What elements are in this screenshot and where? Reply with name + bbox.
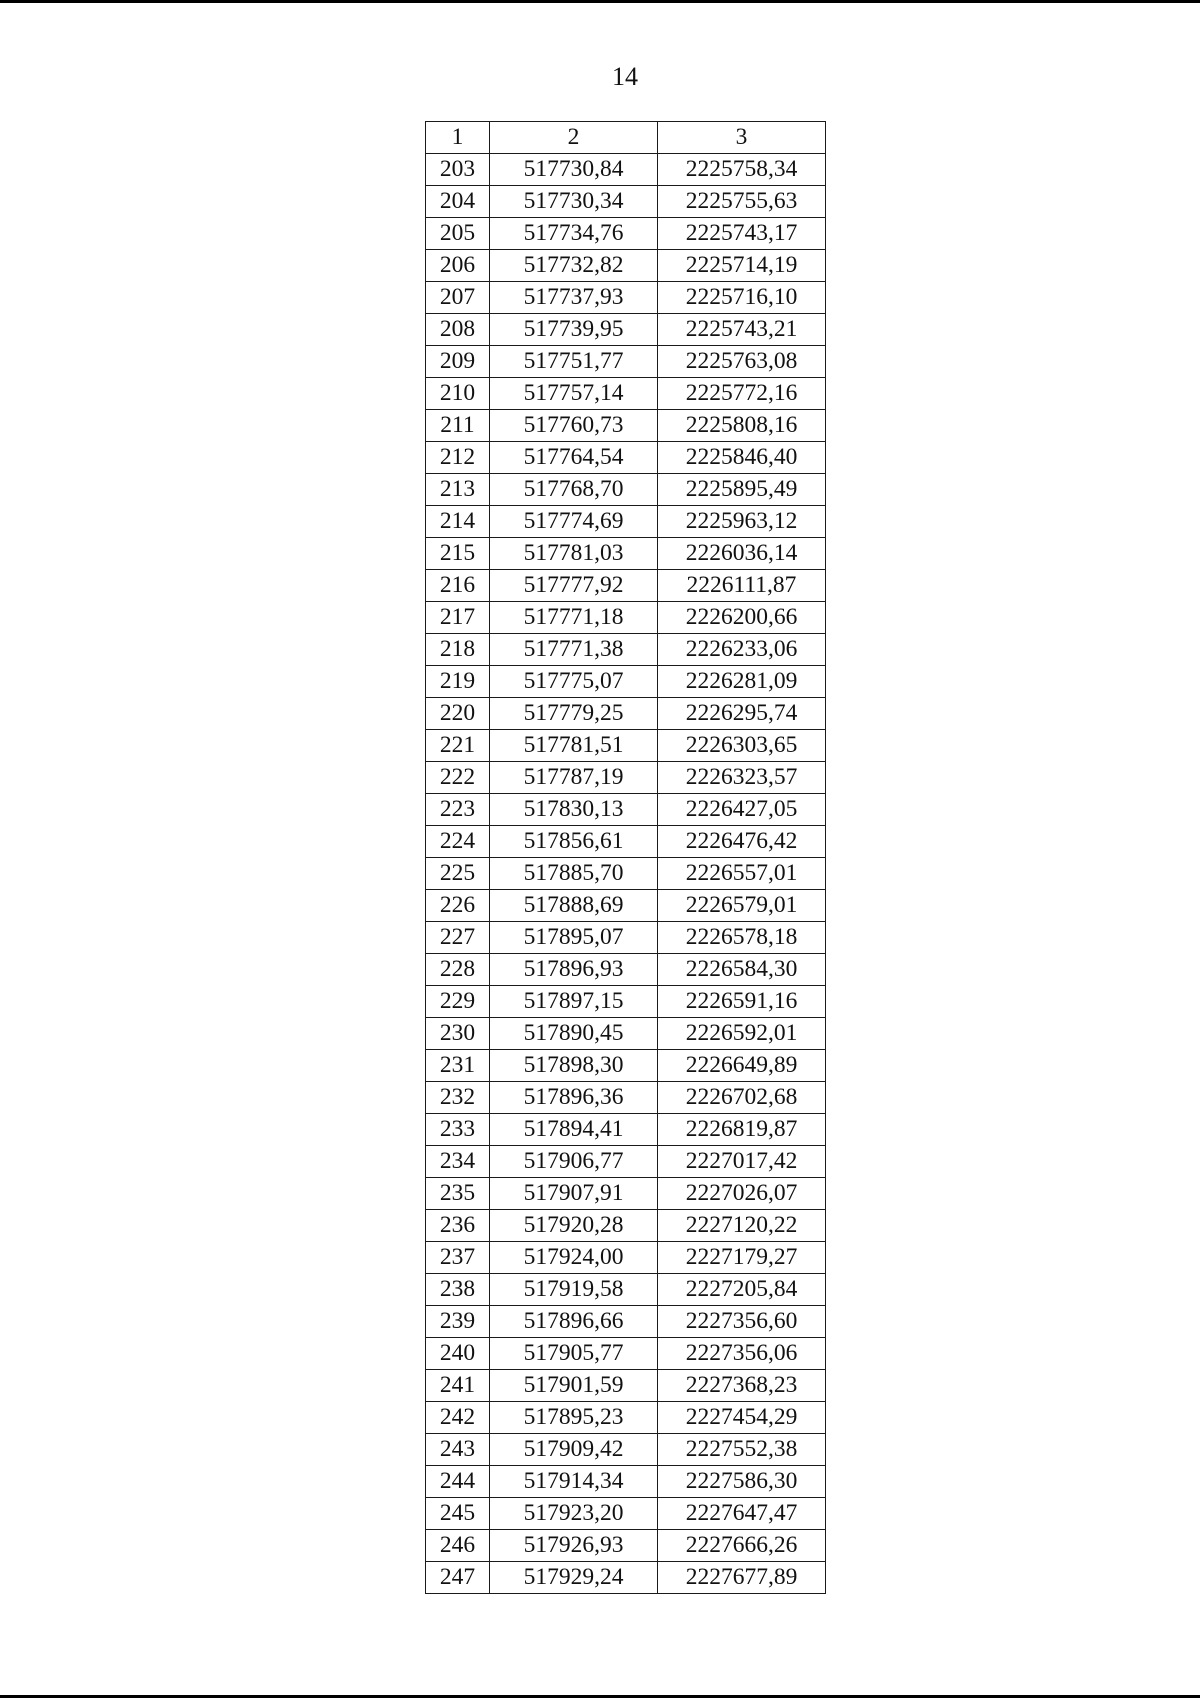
point-number-cell: 233 [426, 1114, 490, 1146]
x-coordinate-cell: 517901,59 [490, 1370, 658, 1402]
y-coordinate-cell: 2225755,63 [658, 186, 826, 218]
x-coordinate-cell: 517760,73 [490, 410, 658, 442]
y-coordinate-cell: 2226584,30 [658, 954, 826, 986]
y-coordinate-cell: 2225895,49 [658, 474, 826, 506]
table-row [426, 922, 826, 954]
x-coordinate-cell: 517730,84 [490, 154, 658, 186]
table-row [426, 1434, 826, 1466]
y-coordinate-cell: 2227552,38 [658, 1434, 826, 1466]
x-coordinate-cell: 517920,28 [490, 1210, 658, 1242]
y-coordinate-cell: 2225763,08 [658, 346, 826, 378]
point-number-cell: 221 [426, 730, 490, 762]
point-number-cell: 229 [426, 986, 490, 1018]
y-coordinate-cell: 2226323,57 [658, 762, 826, 794]
x-coordinate-cell: 517890,45 [490, 1018, 658, 1050]
point-number-cell: 222 [426, 762, 490, 794]
table-row [426, 1402, 826, 1434]
x-coordinate-cell: 517896,66 [490, 1306, 658, 1338]
point-number-cell: 205 [426, 218, 490, 250]
y-coordinate-cell: 2226819,87 [658, 1114, 826, 1146]
point-number-cell: 210 [426, 378, 490, 410]
point-number-cell: 226 [426, 890, 490, 922]
y-coordinate-cell: 2225772,16 [658, 378, 826, 410]
point-number-cell: 228 [426, 954, 490, 986]
point-number-cell: 238 [426, 1274, 490, 1306]
column-header-3: 3 [658, 122, 826, 154]
y-coordinate-cell: 2226303,65 [658, 730, 826, 762]
x-coordinate-cell: 517896,36 [490, 1082, 658, 1114]
y-coordinate-cell: 2226476,42 [658, 826, 826, 858]
table-row [426, 250, 826, 282]
x-coordinate-cell: 517914,34 [490, 1466, 658, 1498]
x-coordinate-cell: 517757,14 [490, 378, 658, 410]
y-coordinate-cell: 2227179,27 [658, 1242, 826, 1274]
table-row [426, 1274, 826, 1306]
y-coordinate-cell: 2227677,89 [658, 1562, 826, 1594]
x-coordinate-cell: 517897,15 [490, 986, 658, 1018]
table-row [426, 1082, 826, 1114]
y-coordinate-cell: 2225808,16 [658, 410, 826, 442]
y-coordinate-cell: 2227454,29 [658, 1402, 826, 1434]
x-coordinate-cell: 517781,51 [490, 730, 658, 762]
y-coordinate-cell: 2227356,60 [658, 1306, 826, 1338]
point-number-cell: 224 [426, 826, 490, 858]
y-coordinate-cell: 2227205,84 [658, 1274, 826, 1306]
point-number-cell: 227 [426, 922, 490, 954]
point-number-cell: 231 [426, 1050, 490, 1082]
coordinates-table [425, 121, 826, 1594]
table-row [426, 1562, 826, 1594]
x-coordinate-cell: 517768,70 [490, 474, 658, 506]
point-number-cell: 215 [426, 538, 490, 570]
y-coordinate-cell: 2226295,74 [658, 698, 826, 730]
x-coordinate-cell: 517771,18 [490, 602, 658, 634]
table-row [426, 794, 826, 826]
y-coordinate-cell: 2226649,89 [658, 1050, 826, 1082]
point-number-cell: 239 [426, 1306, 490, 1338]
x-coordinate-cell: 517830,13 [490, 794, 658, 826]
x-coordinate-cell: 517885,70 [490, 858, 658, 890]
table-row [426, 1530, 826, 1562]
x-coordinate-cell: 517779,25 [490, 698, 658, 730]
table-row [426, 826, 826, 858]
x-coordinate-cell: 517896,93 [490, 954, 658, 986]
y-coordinate-cell: 2226036,14 [658, 538, 826, 570]
point-number-cell: 246 [426, 1530, 490, 1562]
y-coordinate-cell: 2227586,30 [658, 1466, 826, 1498]
x-coordinate-cell: 517906,77 [490, 1146, 658, 1178]
y-coordinate-cell: 2226592,01 [658, 1018, 826, 1050]
point-number-cell: 234 [426, 1146, 490, 1178]
x-coordinate-cell: 517737,93 [490, 282, 658, 314]
x-coordinate-cell: 517898,30 [490, 1050, 658, 1082]
table-row [426, 1466, 826, 1498]
y-coordinate-cell: 2227356,06 [658, 1338, 826, 1370]
x-coordinate-cell: 517777,92 [490, 570, 658, 602]
table-row [426, 1050, 826, 1082]
point-number-cell: 225 [426, 858, 490, 890]
point-number-cell: 214 [426, 506, 490, 538]
point-number-cell: 241 [426, 1370, 490, 1402]
y-coordinate-cell: 2227026,07 [658, 1178, 826, 1210]
point-number-cell: 212 [426, 442, 490, 474]
table-row [426, 1018, 826, 1050]
table-row [426, 762, 826, 794]
point-number-cell: 223 [426, 794, 490, 826]
table-row [426, 602, 826, 634]
table-row [426, 666, 826, 698]
x-coordinate-cell: 517907,91 [490, 1178, 658, 1210]
page-top-edge [0, 0, 1200, 3]
y-coordinate-cell: 2227368,23 [658, 1370, 826, 1402]
y-coordinate-cell: 2225716,10 [658, 282, 826, 314]
x-coordinate-cell: 517732,82 [490, 250, 658, 282]
table-row [426, 186, 826, 218]
x-coordinate-cell: 517771,38 [490, 634, 658, 666]
point-number-cell: 247 [426, 1562, 490, 1594]
point-number-cell: 232 [426, 1082, 490, 1114]
table-row [426, 698, 826, 730]
y-coordinate-cell: 2227666,26 [658, 1530, 826, 1562]
x-coordinate-cell: 517764,54 [490, 442, 658, 474]
table-row [426, 538, 826, 570]
table-row [426, 346, 826, 378]
table-row [426, 858, 826, 890]
table-row [426, 1114, 826, 1146]
point-number-cell: 245 [426, 1498, 490, 1530]
table-row [426, 410, 826, 442]
table-row [426, 1146, 826, 1178]
y-coordinate-cell: 2226233,06 [658, 634, 826, 666]
point-number-cell: 244 [426, 1466, 490, 1498]
table-row [426, 890, 826, 922]
table-row [426, 954, 826, 986]
y-coordinate-cell: 2225758,34 [658, 154, 826, 186]
table-row [426, 378, 826, 410]
x-coordinate-cell: 517919,58 [490, 1274, 658, 1306]
y-coordinate-cell: 2227017,42 [658, 1146, 826, 1178]
point-number-cell: 237 [426, 1242, 490, 1274]
point-number-cell: 220 [426, 698, 490, 730]
table-row [426, 1306, 826, 1338]
y-coordinate-cell: 2226111,87 [658, 570, 826, 602]
table-row [426, 986, 826, 1018]
y-coordinate-cell: 2227120,22 [658, 1210, 826, 1242]
table-row [426, 154, 826, 186]
point-number-cell: 211 [426, 410, 490, 442]
x-coordinate-cell: 517909,42 [490, 1434, 658, 1466]
y-coordinate-cell: 2226281,09 [658, 666, 826, 698]
table-row [426, 314, 826, 346]
table-row [426, 1338, 826, 1370]
column-header-2: 2 [490, 122, 658, 154]
y-coordinate-cell: 2225846,40 [658, 442, 826, 474]
point-number-cell: 208 [426, 314, 490, 346]
x-coordinate-cell: 517730,34 [490, 186, 658, 218]
y-coordinate-cell: 2226557,01 [658, 858, 826, 890]
x-coordinate-cell: 517751,77 [490, 346, 658, 378]
point-number-cell: 203 [426, 154, 490, 186]
y-coordinate-cell: 2226579,01 [658, 890, 826, 922]
y-coordinate-cell: 2225963,12 [658, 506, 826, 538]
table-body [426, 154, 826, 1594]
table-row [426, 1242, 826, 1274]
column-header-1: 1 [426, 122, 490, 154]
point-number-cell: 240 [426, 1338, 490, 1370]
x-coordinate-cell: 517781,03 [490, 538, 658, 570]
table-row [426, 442, 826, 474]
y-coordinate-cell: 2225743,21 [658, 314, 826, 346]
x-coordinate-cell: 517895,23 [490, 1402, 658, 1434]
table-row [426, 474, 826, 506]
point-number-cell: 207 [426, 282, 490, 314]
point-number-cell: 216 [426, 570, 490, 602]
y-coordinate-cell: 2225714,19 [658, 250, 826, 282]
x-coordinate-cell: 517787,19 [490, 762, 658, 794]
y-coordinate-cell: 2226427,05 [658, 794, 826, 826]
x-coordinate-cell: 517895,07 [490, 922, 658, 954]
x-coordinate-cell: 517739,95 [490, 314, 658, 346]
x-coordinate-cell: 517888,69 [490, 890, 658, 922]
x-coordinate-cell: 517734,76 [490, 218, 658, 250]
x-coordinate-cell: 517905,77 [490, 1338, 658, 1370]
page-number: 14 [612, 62, 638, 91]
table-row [426, 570, 826, 602]
point-number-cell: 242 [426, 1402, 490, 1434]
table-row [426, 1210, 826, 1242]
table-header-row [426, 122, 826, 154]
point-number-cell: 204 [426, 186, 490, 218]
x-coordinate-cell: 517856,61 [490, 826, 658, 858]
point-number-cell: 218 [426, 634, 490, 666]
x-coordinate-cell: 517774,69 [490, 506, 658, 538]
table-row [426, 730, 826, 762]
point-number-cell: 235 [426, 1178, 490, 1210]
point-number-cell: 206 [426, 250, 490, 282]
y-coordinate-cell: 2226702,68 [658, 1082, 826, 1114]
y-coordinate-cell: 2225743,17 [658, 218, 826, 250]
point-number-cell: 213 [426, 474, 490, 506]
point-number-cell: 236 [426, 1210, 490, 1242]
table-row [426, 218, 826, 250]
point-number-cell: 217 [426, 602, 490, 634]
table-row [426, 282, 826, 314]
y-coordinate-cell: 2226578,18 [658, 922, 826, 954]
x-coordinate-cell: 517894,41 [490, 1114, 658, 1146]
table-row [426, 1370, 826, 1402]
point-number-cell: 243 [426, 1434, 490, 1466]
table-row [426, 1498, 826, 1530]
table-row [426, 634, 826, 666]
y-coordinate-cell: 2227647,47 [658, 1498, 826, 1530]
point-number-cell: 209 [426, 346, 490, 378]
x-coordinate-cell: 517775,07 [490, 666, 658, 698]
table-row [426, 1178, 826, 1210]
table-row [426, 506, 826, 538]
x-coordinate-cell: 517924,00 [490, 1242, 658, 1274]
y-coordinate-cell: 2226591,16 [658, 986, 826, 1018]
point-number-cell: 219 [426, 666, 490, 698]
x-coordinate-cell: 517929,24 [490, 1562, 658, 1594]
point-number-cell: 230 [426, 1018, 490, 1050]
x-coordinate-cell: 517926,93 [490, 1530, 658, 1562]
x-coordinate-cell: 517923,20 [490, 1498, 658, 1530]
y-coordinate-cell: 2226200,66 [658, 602, 826, 634]
